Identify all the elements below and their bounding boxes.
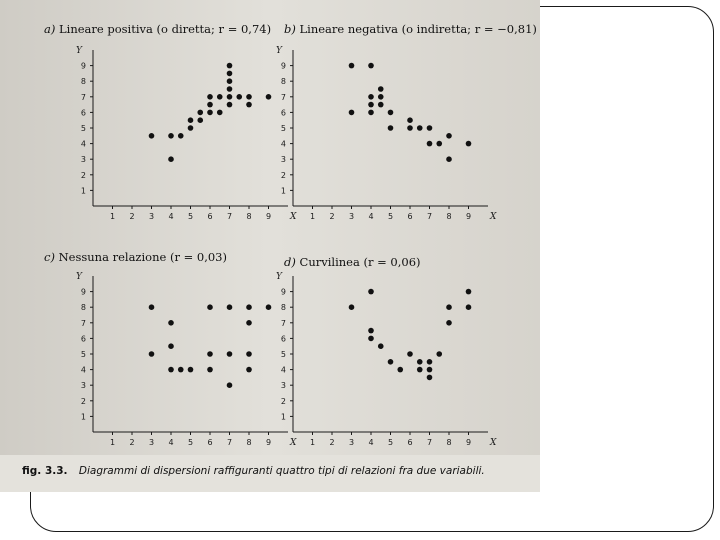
y-tick-label: 3 [280,381,286,391]
data-point [446,304,452,310]
y-tick-label: 7 [80,92,86,102]
x-axis-label: X [490,212,497,222]
y-tick-label: 1 [280,412,286,422]
y-tick-label: 8 [80,77,86,87]
y-tick-label: 2 [80,396,86,406]
panel-b-letter: b) [284,22,296,36]
y-tick-label: 6 [280,108,286,118]
x-tick-label: 2 [329,438,335,447]
x-tick-label: 8 [446,212,452,221]
data-point [427,367,433,373]
data-point [417,367,423,373]
data-point [427,375,433,381]
data-point [368,336,374,342]
y-tick-label: 7 [280,92,286,102]
x-tick-label: 6 [207,438,213,447]
x-tick-label: 4 [368,212,374,221]
x-tick-label: 3 [348,212,355,221]
x-tick-label: 2 [129,212,135,221]
panel-c-letter: c) [44,250,55,264]
panel-a-letter: a) [44,22,56,36]
y-tick-label: 9 [80,287,86,297]
y-tick-label: 5 [280,350,286,359]
x-tick-label: 8 [246,212,252,221]
y-axis-label: Y [276,46,282,56]
x-tick-label: 7 [226,438,233,447]
x-axis-label: X [290,438,297,448]
x-tick-label: 3 [348,438,355,447]
x-tick-label: 2 [329,212,335,221]
panel-a-title-text: Lineare positiva (o diretta; r = 0,74) [59,22,272,36]
caption-label: fig. 3.3. [22,465,68,477]
y-tick-label: 9 [280,287,286,297]
data-point [397,367,403,373]
x-tick-label: 7 [426,212,433,221]
x-tick-label: 1 [309,438,316,447]
x-axis-label: X [490,438,497,448]
x-tick-label: 3 [148,212,155,221]
y-axis-label: Y [76,46,82,56]
x-tick-label: 1 [109,438,116,447]
y-tick-label: 6 [280,334,286,344]
x-tick-label: 4 [168,438,174,447]
data-point [368,328,374,334]
x-tick-label: 5 [187,438,194,447]
x-tick-label: 4 [368,438,374,447]
y-tick-label: 5 [80,350,86,359]
x-tick-label: 5 [387,438,394,447]
y-tick-label: 7 [280,318,286,328]
x-tick-label: 9 [465,438,472,447]
data-point [436,351,442,357]
y-tick-label: 1 [80,412,86,422]
y-tick-label: 1 [280,186,286,196]
y-tick-label: 3 [80,381,86,391]
x-tick-label: 8 [246,438,252,447]
y-axis-label: Y [76,272,82,282]
x-tick-label: 4 [168,212,174,221]
data-point [466,304,472,310]
x-tick-label: 9 [265,438,272,447]
y-tick-label: 4 [80,139,86,149]
y-tick-label: 4 [80,365,86,375]
data-point [407,351,413,357]
y-tick-label: 9 [280,61,286,71]
x-tick-label: 8 [446,438,452,447]
y-tick-label: 6 [80,334,86,344]
y-tick-label: 5 [280,124,286,133]
panel-c-title-text: Nessuna relazione (r = 0,03) [58,250,227,264]
data-point [368,289,374,295]
x-tick-label: 5 [187,212,194,221]
y-tick-label: 6 [80,108,86,118]
data-point [378,343,384,349]
y-tick-label: 3 [80,155,86,165]
x-tick-label: 3 [148,438,155,447]
x-tick-label: 7 [426,438,433,447]
y-tick-label: 8 [280,303,286,313]
y-tick-label: 8 [80,303,86,313]
data-point [427,359,433,365]
y-tick-label: 7 [80,318,86,328]
data-point [466,289,472,295]
x-tick-label: 6 [207,212,213,221]
y-tick-label: 4 [280,139,286,149]
panel-d-letter: d) [284,255,296,269]
y-tick-label: 8 [280,77,286,87]
data-point [446,320,452,326]
y-axis-label: Y [276,272,282,282]
x-tick-label: 5 [387,212,394,221]
data-point [388,359,394,365]
y-tick-label: 5 [80,124,86,133]
x-axis-label: X [290,212,297,222]
panel-b-title-text: Lineare negativa (o indiretta; r = −0,81) [299,22,537,36]
x-tick-label: 6 [407,212,413,221]
y-tick-label: 2 [280,170,286,180]
y-tick-label: 4 [280,365,286,375]
y-tick-label: 9 [80,61,86,71]
y-tick-label: 3 [280,155,286,165]
x-tick-label: 2 [129,438,135,447]
x-tick-label: 1 [309,212,316,221]
y-tick-label: 1 [80,186,86,196]
panel-d-title-text: Curvilinea (r = 0,06) [299,255,421,269]
x-tick-label: 9 [465,212,472,221]
x-tick-label: 1 [109,212,116,221]
y-tick-label: 2 [80,170,86,180]
x-tick-label: 9 [265,212,272,221]
x-tick-label: 7 [226,212,233,221]
data-point [349,304,355,310]
data-point [417,359,423,365]
figure-caption [22,465,485,477]
y-tick-label: 2 [280,396,286,406]
x-tick-label: 6 [407,438,413,447]
caption-text: Diagrammi di dispersioni raffiguranti quattro tipi di relazioni fra due variabili. [78,465,485,477]
